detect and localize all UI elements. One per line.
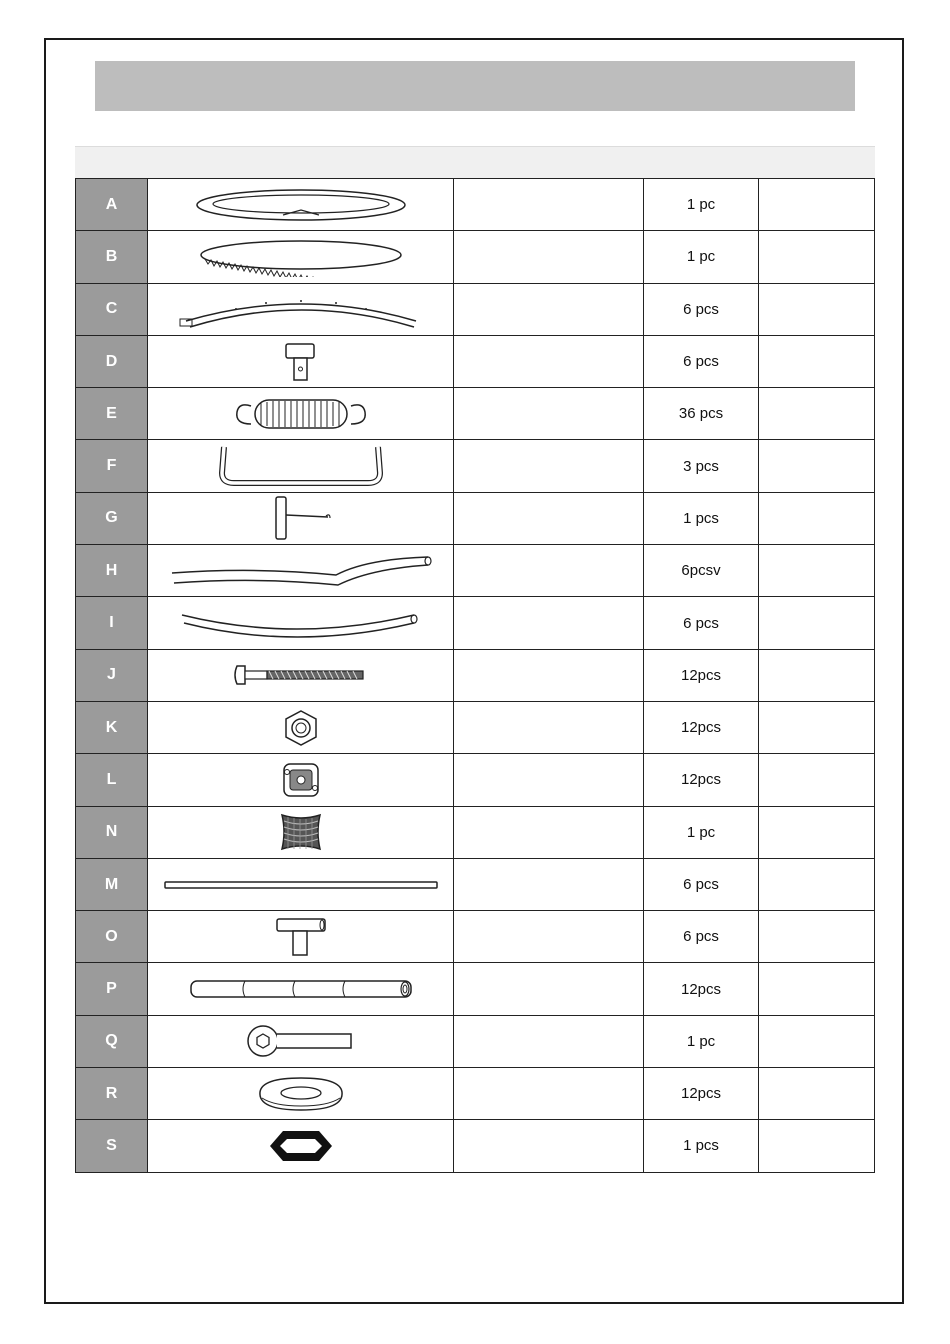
part-quantity: 12pcs (644, 649, 759, 701)
table-row (76, 1068, 875, 1120)
table-row (76, 649, 875, 701)
part-check-cell (759, 283, 875, 335)
part-code: H (76, 545, 148, 597)
part-code: D (76, 335, 148, 387)
part-check-cell (759, 1015, 875, 1067)
part-description (454, 858, 644, 910)
table-row (76, 911, 875, 963)
spring-sleeve-icon (276, 811, 326, 853)
part-quantity: 1 pcs (644, 1120, 759, 1172)
part-code: P (76, 963, 148, 1015)
part-description (454, 597, 644, 649)
table-row (76, 335, 875, 387)
part-quantity: 6 pcs (644, 283, 759, 335)
curved-pole-icon (176, 603, 426, 643)
parts-table (75, 178, 875, 1173)
foam-tube-icon (187, 976, 415, 1002)
part-picture (148, 911, 454, 963)
subheader-bar (75, 146, 875, 179)
part-code: C (76, 283, 148, 335)
part-picture (148, 701, 454, 753)
part-quantity: 6 pcs (644, 597, 759, 649)
part-picture (148, 335, 454, 387)
table-row (76, 806, 875, 858)
part-check-cell (759, 1120, 875, 1172)
part-code: R (76, 1068, 148, 1120)
part-code: O (76, 911, 148, 963)
t-connector-icon (281, 340, 321, 384)
part-picture (148, 231, 454, 283)
part-quantity: 1 pcs (644, 492, 759, 544)
part-description (454, 1015, 644, 1067)
part-check-cell (759, 701, 875, 753)
straight-rod-icon (163, 878, 439, 892)
part-check-cell (759, 649, 875, 701)
part-description (454, 1068, 644, 1120)
part-code: I (76, 597, 148, 649)
table-row (76, 701, 875, 753)
table-row (76, 545, 875, 597)
part-description (454, 492, 644, 544)
part-picture (148, 545, 454, 597)
table-row (76, 1120, 875, 1172)
spring-tool-icon (266, 495, 336, 541)
part-code: G (76, 492, 148, 544)
part-code: E (76, 388, 148, 440)
part-description (454, 179, 644, 231)
table-row (76, 858, 875, 910)
part-check-cell (759, 545, 875, 597)
part-code: J (76, 649, 148, 701)
part-check-cell (759, 440, 875, 492)
part-description (454, 440, 644, 492)
part-code: M (76, 858, 148, 910)
table-row (76, 1015, 875, 1067)
part-picture (148, 1120, 454, 1172)
part-check-cell (759, 597, 875, 649)
part-description (454, 963, 644, 1015)
part-code: Q (76, 1015, 148, 1067)
part-code: F (76, 440, 148, 492)
part-picture (148, 1068, 454, 1120)
spring-icon (231, 394, 371, 434)
part-quantity: 12pcs (644, 754, 759, 806)
part-code: K (76, 701, 148, 753)
table-row (76, 597, 875, 649)
jumping-mat-icon (191, 237, 411, 277)
part-check-cell (759, 1068, 875, 1120)
part-quantity: 12pcs (644, 963, 759, 1015)
part-quantity: 1 pc (644, 231, 759, 283)
part-picture (148, 806, 454, 858)
part-picture (148, 179, 454, 231)
part-quantity: 1 pc (644, 179, 759, 231)
part-code: S (76, 1120, 148, 1172)
part-quantity: 6 pcs (644, 911, 759, 963)
table-row (76, 963, 875, 1015)
u-leg-icon (216, 443, 386, 489)
part-check-cell (759, 388, 875, 440)
part-check-cell (759, 911, 875, 963)
part-description (454, 283, 644, 335)
part-picture (148, 649, 454, 701)
table-row (76, 492, 875, 544)
part-check-cell (759, 963, 875, 1015)
part-quantity: 1 pc (644, 806, 759, 858)
part-check-cell (759, 335, 875, 387)
part-description (454, 388, 644, 440)
upper-net-pole-icon (166, 551, 436, 591)
part-quantity: 6 pcs (644, 858, 759, 910)
part-quantity: 1 pc (644, 1015, 759, 1067)
part-quantity: 12pcs (644, 1068, 759, 1120)
table-row (76, 754, 875, 806)
part-code: N (76, 806, 148, 858)
table-row (76, 179, 875, 231)
part-picture (148, 597, 454, 649)
part-picture (148, 440, 454, 492)
part-picture (148, 858, 454, 910)
table-row (76, 440, 875, 492)
table-row (76, 388, 875, 440)
part-picture (148, 754, 454, 806)
part-quantity: 3 pcs (644, 440, 759, 492)
part-check-cell (759, 231, 875, 283)
clamp-icon (276, 758, 326, 802)
washer-icon (254, 1074, 348, 1114)
part-description (454, 335, 644, 387)
part-description (454, 1120, 644, 1172)
part-quantity: 6pcsv (644, 545, 759, 597)
part-description (454, 754, 644, 806)
part-check-cell (759, 858, 875, 910)
wrench-icon (245, 1023, 357, 1059)
part-picture (148, 1015, 454, 1067)
part-picture (148, 388, 454, 440)
part-picture (148, 492, 454, 544)
part-description (454, 911, 644, 963)
part-description (454, 806, 644, 858)
part-check-cell (759, 179, 875, 231)
part-code: A (76, 179, 148, 231)
hexagon-ring-icon (266, 1128, 336, 1164)
part-quantity: 6 pcs (644, 335, 759, 387)
frame-pad-icon (191, 185, 411, 225)
part-check-cell (759, 492, 875, 544)
part-check-cell (759, 754, 875, 806)
part-picture (148, 283, 454, 335)
part-code: L (76, 754, 148, 806)
part-quantity: 36 pcs (644, 388, 759, 440)
curved-frame-tube-icon (176, 289, 426, 329)
title-bar (95, 61, 855, 111)
nut-icon (281, 708, 321, 748)
t-socket-icon (273, 915, 329, 959)
table-row (76, 283, 875, 335)
bolt-icon (231, 660, 371, 690)
part-quantity: 12pcs (644, 701, 759, 753)
part-description (454, 649, 644, 701)
part-description (454, 545, 644, 597)
part-check-cell (759, 806, 875, 858)
part-description (454, 231, 644, 283)
part-description (454, 701, 644, 753)
part-picture (148, 963, 454, 1015)
part-code: B (76, 231, 148, 283)
table-row (76, 231, 875, 283)
